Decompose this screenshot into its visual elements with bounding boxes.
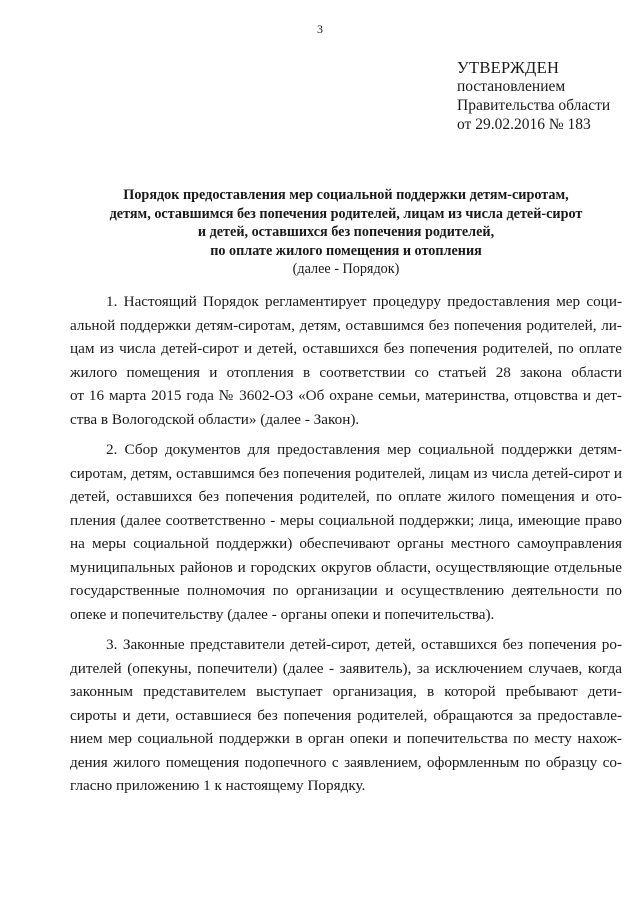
text-line: от 16 марта 2015 года № 3602-ОЗ «Об охране семьи, материнства, отцовства и дет- xyxy=(70,387,622,404)
text-line: жилого помещения и отопления в соответствии со статьей 28 закона области xyxy=(70,363,622,381)
text-line: муниципальных районов и городских округов области, осуществляющие отдельные xyxy=(70,558,622,576)
paragraph-2 xyxy=(70,438,622,626)
text-line: ства в Вологодской области» (далее - Закон). xyxy=(70,410,360,428)
paragraph-3 xyxy=(70,633,622,798)
document-body xyxy=(70,290,622,805)
paragraph-1 xyxy=(70,290,622,431)
text-line: 2. Сбор документов для предоставления мер социальной поддержки детям- xyxy=(106,441,622,458)
text-line: альной поддержки детям-сиротам, детям, оставшимся без попечения родителей, ли- xyxy=(70,316,622,334)
title-line: по оплате жилого помещения и отопления xyxy=(210,242,482,259)
text-line: на меры социальной поддержки) обеспечивают органы местного самоуправления xyxy=(70,535,622,552)
text-line: дения жилого помещения подопечного с заявлением, оформленным по образцу со- xyxy=(70,753,622,771)
text-line: сироты и дети, оставшиеся без попечения родителей, обращаются за предоставле- xyxy=(70,706,622,724)
text-line: опеке и попечительству (далее - органы опеки и попечительства). xyxy=(70,605,495,623)
approval-date-line: от 29.02.2016 № 183 xyxy=(457,116,591,133)
page-number: 3 xyxy=(317,22,323,36)
text-line: сиротам, детям, оставшимся без попечения родителей, лицам из числа детей-сирот и xyxy=(70,464,622,482)
text-line: государственные полномочия по организации и осуществлению деятельности по xyxy=(70,582,622,599)
document-title xyxy=(70,186,622,279)
text-line: законным представителем выступает организация, в которой пребывают дети- xyxy=(70,683,622,700)
approval-line: постановлением xyxy=(457,78,566,95)
title-line: Порядок предоставления мер социальной поддержки детям-сиротам, xyxy=(123,187,569,203)
text-line: гласно приложению 1 к настоящему Порядку. xyxy=(70,777,366,794)
title-note: (далее - Порядок) xyxy=(292,261,400,277)
approval-line: Правительства области xyxy=(457,97,611,114)
text-line: пления (далее соответственно - меры социальной поддержки; лица, имеющие право xyxy=(70,511,622,529)
text-line: детей, оставшихся без попечения родителей, по оплате жилого помещения и ото- xyxy=(70,488,622,505)
text-line: цам из числа детей-сирот и детей, оставшихся без попечения родителей, по оплате xyxy=(70,340,622,357)
title-line: и детей, оставшихся без попечения родителей, xyxy=(197,224,495,240)
approval-title: УТВЕРЖДЕН xyxy=(457,58,560,77)
approval-stamp xyxy=(457,58,610,134)
text-line: 3. Законные представители детей-сирот, детей, оставшихся без попечения ро- xyxy=(106,636,622,653)
text-line: дителей (опекуны, попечители) (далее - заявитель), за исключением случаев, когда xyxy=(70,659,622,677)
text-line: 1. Настоящий Порядок регламентирует процедуру предоставления мер соци- xyxy=(106,293,622,310)
text-line: нием мер социальной поддержки в орган опеки и попечительства по месту нахож- xyxy=(70,730,622,747)
title-line: детям, оставшимся без попечения родителей, лицам из числа детей-сирот xyxy=(109,205,583,222)
